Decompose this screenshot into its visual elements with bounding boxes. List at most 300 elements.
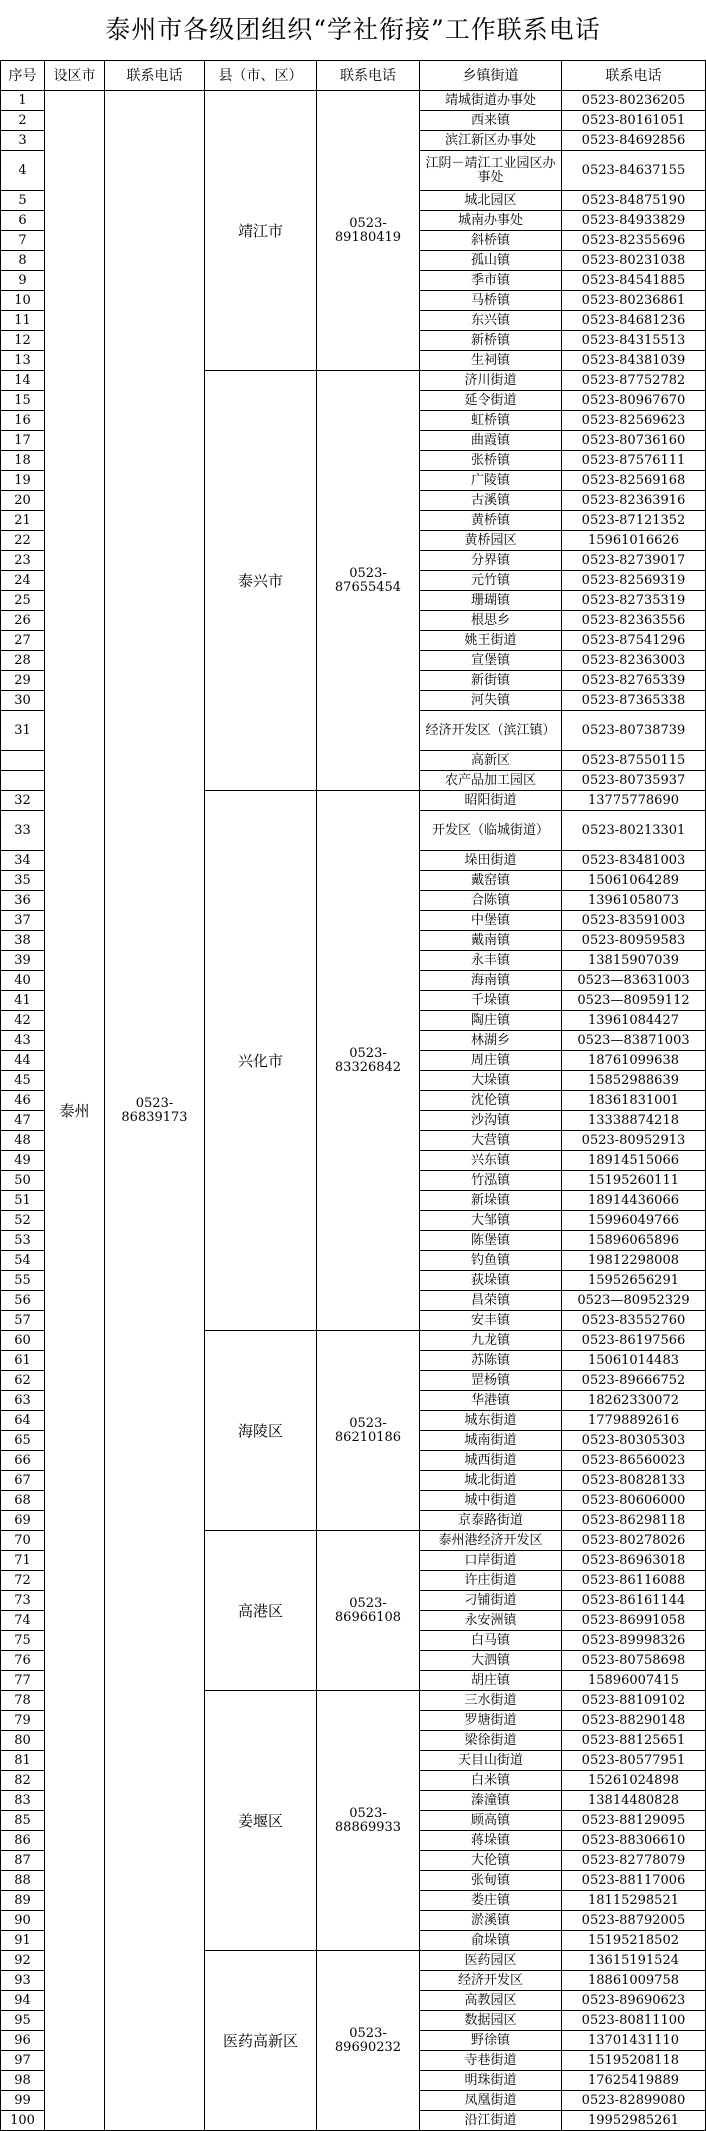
row-number: 19 — [1, 471, 45, 491]
row-number: 63 — [1, 1391, 45, 1411]
town-phone: 15996049766 — [562, 1211, 706, 1231]
row-number: 13 — [1, 351, 45, 371]
row-number: 67 — [1, 1471, 45, 1491]
town-phone: 13701431110 — [562, 2031, 706, 2051]
row-number: 18 — [1, 451, 45, 471]
row-number: 70 — [1, 1531, 45, 1551]
row-number: 82 — [1, 1771, 45, 1791]
town-phone: 0523-82363003 — [562, 651, 706, 671]
row-number: 86 — [1, 1831, 45, 1851]
row-number: 97 — [1, 2051, 45, 2071]
town-name: 苏陈镇 — [420, 1351, 562, 1371]
town-phone: 0523-80606000 — [562, 1491, 706, 1511]
row-number — [1, 751, 45, 771]
row-number: 12 — [1, 331, 45, 351]
town-name: 刁铺街道 — [420, 1591, 562, 1611]
town-name: 季市镇 — [420, 271, 562, 291]
town-phone: 0523-84681236 — [562, 311, 706, 331]
town-phone: 0523-80959583 — [562, 931, 706, 951]
county-name: 姜堰区 — [205, 1691, 317, 1951]
town-phone: 0523-86560023 — [562, 1451, 706, 1471]
town-name: 口岸街道 — [420, 1551, 562, 1571]
town-name: 俞垛镇 — [420, 1931, 562, 1951]
row-number: 42 — [1, 1011, 45, 1031]
town-phone: 0523-82899080 — [562, 2091, 706, 2111]
row-number: 21 — [1, 511, 45, 531]
row-number: 17 — [1, 431, 45, 451]
county-name: 海陵区 — [205, 1331, 317, 1531]
row-number: 35 — [1, 871, 45, 891]
town-name: 溱潼镇 — [420, 1791, 562, 1811]
row-number: 38 — [1, 931, 45, 951]
town-name: 明珠街道 — [420, 2071, 562, 2091]
row-number: 40 — [1, 971, 45, 991]
town-phone: 0523-80828133 — [562, 1471, 706, 1491]
town-name: 野徐镇 — [420, 2031, 562, 2051]
town-name: 周庄镇 — [420, 1051, 562, 1071]
town-phone: 0523-84933829 — [562, 211, 706, 231]
town-name: 孤山镇 — [420, 251, 562, 271]
town-phone: 0523-84875190 — [562, 191, 706, 211]
row-number: 64 — [1, 1411, 45, 1431]
row-number: 4 — [1, 151, 45, 191]
row-number: 57 — [1, 1311, 45, 1331]
town-name: 林湖乡 — [420, 1031, 562, 1051]
town-name: 大垛镇 — [420, 1071, 562, 1091]
row-number: 26 — [1, 611, 45, 631]
row-number: 79 — [1, 1711, 45, 1731]
town-name: 城南街道 — [420, 1431, 562, 1451]
town-name: 城北园区 — [420, 191, 562, 211]
town-phone: 0523-80577951 — [562, 1751, 706, 1771]
town-phone: 18861009758 — [562, 1971, 706, 1991]
town-name: 寺巷街道 — [420, 2051, 562, 2071]
row-number: 16 — [1, 411, 45, 431]
town-phone: 0523-80952913 — [562, 1131, 706, 1151]
town-phone: 0523-87752782 — [562, 371, 706, 391]
town-phone: 18361831001 — [562, 1091, 706, 1111]
town-phone: 0523-86161144 — [562, 1591, 706, 1611]
row-number: 99 — [1, 2091, 45, 2111]
town-phone: 13615191524 — [562, 1951, 706, 1971]
row-number: 100 — [1, 2111, 45, 2131]
town-phone: 0523-80161051 — [562, 111, 706, 131]
town-name: 蒋垛镇 — [420, 1831, 562, 1851]
town-name: 元竹镇 — [420, 571, 562, 591]
row-number: 48 — [1, 1131, 45, 1151]
header-city-phone: 联系电话 — [105, 61, 205, 91]
row-number: 83 — [1, 1791, 45, 1811]
row-number — [1, 771, 45, 791]
table-row — [1, 91, 706, 111]
town-name: 许庄街道 — [420, 1571, 562, 1591]
row-number: 7 — [1, 231, 45, 251]
town-phone: 0523—83631003 — [562, 971, 706, 991]
town-name: 京泰路街道 — [420, 1511, 562, 1531]
town-name: 海南镇 — [420, 971, 562, 991]
town-name: 珊瑚镇 — [420, 591, 562, 611]
town-name: 东兴镇 — [420, 311, 562, 331]
town-phone: 15061014483 — [562, 1351, 706, 1371]
town-name: 曲霞镇 — [420, 431, 562, 451]
town-phone: 0523-80758698 — [562, 1651, 706, 1671]
row-number: 28 — [1, 651, 45, 671]
town-name: 马桥镇 — [420, 291, 562, 311]
town-name: 数据园区 — [420, 2011, 562, 2031]
town-name: 农产品加工园区 — [420, 771, 562, 791]
town-phone: 0523-82355696 — [562, 231, 706, 251]
row-number: 31 — [1, 711, 45, 751]
town-phone: 0523-84541885 — [562, 271, 706, 291]
row-number: 32 — [1, 791, 45, 811]
town-phone: 0523-86116088 — [562, 1571, 706, 1591]
header-no: 序号 — [1, 61, 45, 91]
town-phone: 18914436066 — [562, 1191, 706, 1211]
row-number: 90 — [1, 1911, 45, 1931]
row-number: 52 — [1, 1211, 45, 1231]
town-phone: 0523-83552760 — [562, 1311, 706, 1331]
town-name: 江阴－靖江工业园区办事处 — [420, 151, 562, 191]
row-number: 94 — [1, 1991, 45, 2011]
town-name: 沿江街道 — [420, 2111, 562, 2131]
town-name: 大泗镇 — [420, 1651, 562, 1671]
town-phone: 13775778690 — [562, 791, 706, 811]
row-number: 37 — [1, 911, 45, 931]
town-phone: 0523-80231038 — [562, 251, 706, 271]
town-name: 宣堡镇 — [420, 651, 562, 671]
county-phone: 0523-86210186 — [317, 1331, 420, 1531]
town-name: 黄桥镇 — [420, 511, 562, 531]
town-name: 华港镇 — [420, 1391, 562, 1411]
town-phone: 0523-87550115 — [562, 751, 706, 771]
row-number: 23 — [1, 551, 45, 571]
town-phone: 13961084427 — [562, 1011, 706, 1031]
row-number: 87 — [1, 1851, 45, 1871]
town-name: 张桥镇 — [420, 451, 562, 471]
row-number: 22 — [1, 531, 45, 551]
town-phone: 0523-84637155 — [562, 151, 706, 191]
town-phone: 0523-88306610 — [562, 1831, 706, 1851]
town-phone: 0523-84692856 — [562, 131, 706, 151]
town-name: 开发区（临城街道） — [420, 811, 562, 851]
town-phone: 15195218502 — [562, 1931, 706, 1951]
town-name: 千垛镇 — [420, 991, 562, 1011]
header-county: 县（市、区） — [205, 61, 317, 91]
town-name: 竹泓镇 — [420, 1171, 562, 1191]
row-number: 96 — [1, 2031, 45, 2051]
town-phone: 0523-87365338 — [562, 691, 706, 711]
town-name: 城西街道 — [420, 1451, 562, 1471]
town-phone: 0523-84381039 — [562, 351, 706, 371]
row-number: 1 — [1, 91, 45, 111]
town-name: 延令街道 — [420, 391, 562, 411]
town-phone: 0523-88290148 — [562, 1711, 706, 1731]
town-name: 广陵镇 — [420, 471, 562, 491]
row-number: 73 — [1, 1591, 45, 1611]
town-phone: 18914515066 — [562, 1151, 706, 1171]
table-header-row — [1, 61, 706, 91]
county-phone: 0523-89180419 — [317, 91, 420, 371]
town-name: 新垛镇 — [420, 1191, 562, 1211]
town-name: 娄庄镇 — [420, 1891, 562, 1911]
town-name: 戴窑镇 — [420, 871, 562, 891]
town-name: 大邹镇 — [420, 1211, 562, 1231]
row-number: 74 — [1, 1611, 45, 1631]
town-phone: 0523-80735937 — [562, 771, 706, 791]
town-phone: 0523-89998326 — [562, 1631, 706, 1651]
row-number: 2 — [1, 111, 45, 131]
row-number: 69 — [1, 1511, 45, 1531]
row-number: 25 — [1, 591, 45, 611]
row-number: 88 — [1, 1871, 45, 1891]
row-number: 71 — [1, 1551, 45, 1571]
town-name: 西来镇 — [420, 111, 562, 131]
header-county-phone: 联系电话 — [317, 61, 420, 91]
page-title: 泰州市各级团组织“学社衔接”工作联系电话 — [105, 15, 601, 44]
town-name: 张甸镇 — [420, 1871, 562, 1891]
town-name: 虹桥镇 — [420, 411, 562, 431]
town-phone: 15896007415 — [562, 1671, 706, 1691]
town-name: 河失镇 — [420, 691, 562, 711]
city-phone: 0523-86839173 — [105, 91, 205, 2131]
town-name: 昭阳街道 — [420, 791, 562, 811]
town-phone: 0523-88125651 — [562, 1731, 706, 1751]
row-number: 41 — [1, 991, 45, 1011]
town-name: 高教园区 — [420, 1991, 562, 2011]
row-number: 78 — [1, 1691, 45, 1711]
town-phone: 0523—80952329 — [562, 1291, 706, 1311]
county-name: 兴化市 — [205, 791, 317, 1331]
town-name: 永安洲镇 — [420, 1611, 562, 1631]
row-number: 3 — [1, 131, 45, 151]
row-number: 15 — [1, 391, 45, 411]
town-phone: 0523-88109102 — [562, 1691, 706, 1711]
county-name: 泰兴市 — [205, 371, 317, 791]
town-phone: 0523-83481003 — [562, 851, 706, 871]
town-name: 高新区 — [420, 751, 562, 771]
row-number: 50 — [1, 1171, 45, 1191]
town-name: 戴南镇 — [420, 931, 562, 951]
town-name: 陶庄镇 — [420, 1011, 562, 1031]
row-number: 5 — [1, 191, 45, 211]
town-name: 梁徐街道 — [420, 1731, 562, 1751]
town-phone: 0523-80738739 — [562, 711, 706, 751]
row-number: 9 — [1, 271, 45, 291]
town-name: 胡庄镇 — [420, 1671, 562, 1691]
town-name: 陈堡镇 — [420, 1231, 562, 1251]
town-name: 白米镇 — [420, 1771, 562, 1791]
row-number: 51 — [1, 1191, 45, 1211]
town-phone: 17625419889 — [562, 2071, 706, 2091]
row-number: 47 — [1, 1111, 45, 1131]
row-number: 60 — [1, 1331, 45, 1351]
row-number: 72 — [1, 1571, 45, 1591]
county-phone: 0523-86966108 — [317, 1531, 420, 1691]
town-phone: 0523-80213301 — [562, 811, 706, 851]
row-number: 68 — [1, 1491, 45, 1511]
row-number: 11 — [1, 311, 45, 331]
town-name: 顾高镇 — [420, 1811, 562, 1831]
town-name: 大伦镇 — [420, 1851, 562, 1871]
row-number: 76 — [1, 1651, 45, 1671]
town-name: 滨江新区办事处 — [420, 131, 562, 151]
row-number: 92 — [1, 1951, 45, 1971]
town-phone: 15195260111 — [562, 1171, 706, 1191]
row-number: 46 — [1, 1091, 45, 1111]
header-town-phone: 联系电话 — [562, 61, 706, 91]
town-phone: 0523-80236205 — [562, 91, 706, 111]
town-phone: 15952656291 — [562, 1271, 706, 1291]
row-number: 85 — [1, 1811, 45, 1831]
town-phone: 0523-87121352 — [562, 511, 706, 531]
town-name: 黄桥园区 — [420, 531, 562, 551]
town-phone: 15195208118 — [562, 2051, 706, 2071]
town-phone: 0523-82363916 — [562, 491, 706, 511]
county-name: 靖江市 — [205, 91, 317, 371]
town-name: 分界镇 — [420, 551, 562, 571]
town-name: 兴东镇 — [420, 1151, 562, 1171]
town-name: 安丰镇 — [420, 1311, 562, 1331]
town-phone: 13338874218 — [562, 1111, 706, 1131]
town-name: 永丰镇 — [420, 951, 562, 971]
town-name: 新街镇 — [420, 671, 562, 691]
town-phone: 13961058073 — [562, 891, 706, 911]
town-phone: 17798892616 — [562, 1411, 706, 1431]
row-number: 62 — [1, 1371, 45, 1391]
town-name: 根思乡 — [420, 611, 562, 631]
county-phone: 0523-83326842 — [317, 791, 420, 1331]
town-phone: 0523-82569168 — [562, 471, 706, 491]
town-name: 凤凰街道 — [420, 2091, 562, 2111]
row-number: 55 — [1, 1271, 45, 1291]
town-name: 斜桥镇 — [420, 231, 562, 251]
header-town: 乡镇街道 — [420, 61, 562, 91]
town-name: 经济开发区 — [420, 1971, 562, 1991]
town-phone: 0523—83871003 — [562, 1031, 706, 1051]
row-number: 53 — [1, 1231, 45, 1251]
town-phone: 0523—80959112 — [562, 991, 706, 1011]
header-city: 设区市 — [45, 61, 105, 91]
town-name: 姚王街道 — [420, 631, 562, 651]
row-number: 54 — [1, 1251, 45, 1271]
town-phone: 13815907039 — [562, 951, 706, 971]
town-phone: 0523-87576111 — [562, 451, 706, 471]
row-number: 98 — [1, 2071, 45, 2091]
town-name: 罡杨镇 — [420, 1371, 562, 1391]
row-number: 49 — [1, 1151, 45, 1171]
town-name: 大营镇 — [420, 1131, 562, 1151]
row-number: 34 — [1, 851, 45, 871]
town-name: 钓鱼镇 — [420, 1251, 562, 1271]
town-name: 泰州港经济开发区 — [420, 1531, 562, 1551]
town-phone: 13814480828 — [562, 1791, 706, 1811]
row-number: 6 — [1, 211, 45, 231]
row-number: 65 — [1, 1431, 45, 1451]
row-number: 33 — [1, 811, 45, 851]
town-phone: 0523-86197566 — [562, 1331, 706, 1351]
row-number: 10 — [1, 291, 45, 311]
row-number: 14 — [1, 371, 45, 391]
town-name: 城北街道 — [420, 1471, 562, 1491]
town-phone: 0523-80305303 — [562, 1431, 706, 1451]
town-name: 昌荣镇 — [420, 1291, 562, 1311]
town-name: 九龙镇 — [420, 1331, 562, 1351]
row-number: 24 — [1, 571, 45, 591]
town-phone: 0523-80967670 — [562, 391, 706, 411]
town-name: 沙沟镇 — [420, 1111, 562, 1131]
row-number: 44 — [1, 1051, 45, 1071]
town-phone: 0523-84315513 — [562, 331, 706, 351]
town-phone: 15852988639 — [562, 1071, 706, 1091]
town-phone: 0523-89690623 — [562, 1991, 706, 2011]
town-phone: 0523-86298118 — [562, 1511, 706, 1531]
town-phone: 18262330072 — [562, 1391, 706, 1411]
row-number: 30 — [1, 691, 45, 711]
row-number: 61 — [1, 1351, 45, 1371]
town-phone: 0523-88792005 — [562, 1911, 706, 1931]
row-number: 93 — [1, 1971, 45, 1991]
row-number: 81 — [1, 1751, 45, 1771]
county-name: 医药高新区 — [205, 1951, 317, 2131]
town-name: 新桥镇 — [420, 331, 562, 351]
town-name: 罗塘街道 — [420, 1711, 562, 1731]
town-phone: 0523-88129095 — [562, 1811, 706, 1831]
row-number: 56 — [1, 1291, 45, 1311]
town-phone: 0523-80811100 — [562, 2011, 706, 2031]
town-phone: 0523-86991058 — [562, 1611, 706, 1631]
row-number: 75 — [1, 1631, 45, 1651]
town-name: 白马镇 — [420, 1631, 562, 1651]
county-phone: 0523-89690232 — [317, 1951, 420, 2131]
town-name: 城中街道 — [420, 1491, 562, 1511]
town-phone: 0523-80278026 — [562, 1531, 706, 1551]
town-name: 淤溪镇 — [420, 1911, 562, 1931]
contact-table — [0, 60, 706, 2131]
town-name: 荻垛镇 — [420, 1271, 562, 1291]
row-number: 8 — [1, 251, 45, 271]
town-name: 天目山街道 — [420, 1751, 562, 1771]
row-number: 27 — [1, 631, 45, 651]
town-phone: 0523-82735319 — [562, 591, 706, 611]
town-name: 济川街道 — [420, 371, 562, 391]
town-name: 沈伦镇 — [420, 1091, 562, 1111]
town-name: 经济开发区（滨江镇） — [420, 711, 562, 751]
town-phone: 15961016626 — [562, 531, 706, 551]
row-number: 36 — [1, 891, 45, 911]
town-phone: 15896065896 — [562, 1231, 706, 1251]
town-phone: 0523-83591003 — [562, 911, 706, 931]
town-name: 三水街道 — [420, 1691, 562, 1711]
town-name: 古溪镇 — [420, 491, 562, 511]
county-phone: 0523-87655454 — [317, 371, 420, 791]
town-phone: 0523-82569319 — [562, 571, 706, 591]
row-number: 66 — [1, 1451, 45, 1471]
town-name: 城东街道 — [420, 1411, 562, 1431]
town-phone: 0523-82569623 — [562, 411, 706, 431]
town-phone: 18115298521 — [562, 1891, 706, 1911]
town-name: 生祠镇 — [420, 351, 562, 371]
town-name: 垛田街道 — [420, 851, 562, 871]
town-phone: 0523-82765339 — [562, 671, 706, 691]
row-number: 80 — [1, 1731, 45, 1751]
row-number: 29 — [1, 671, 45, 691]
county-name: 高港区 — [205, 1531, 317, 1691]
row-number: 77 — [1, 1671, 45, 1691]
row-number: 45 — [1, 1071, 45, 1091]
city-name: 泰州 — [45, 91, 105, 2131]
town-phone: 0523-82778079 — [562, 1851, 706, 1871]
county-phone: 0523-88869933 — [317, 1691, 420, 1951]
